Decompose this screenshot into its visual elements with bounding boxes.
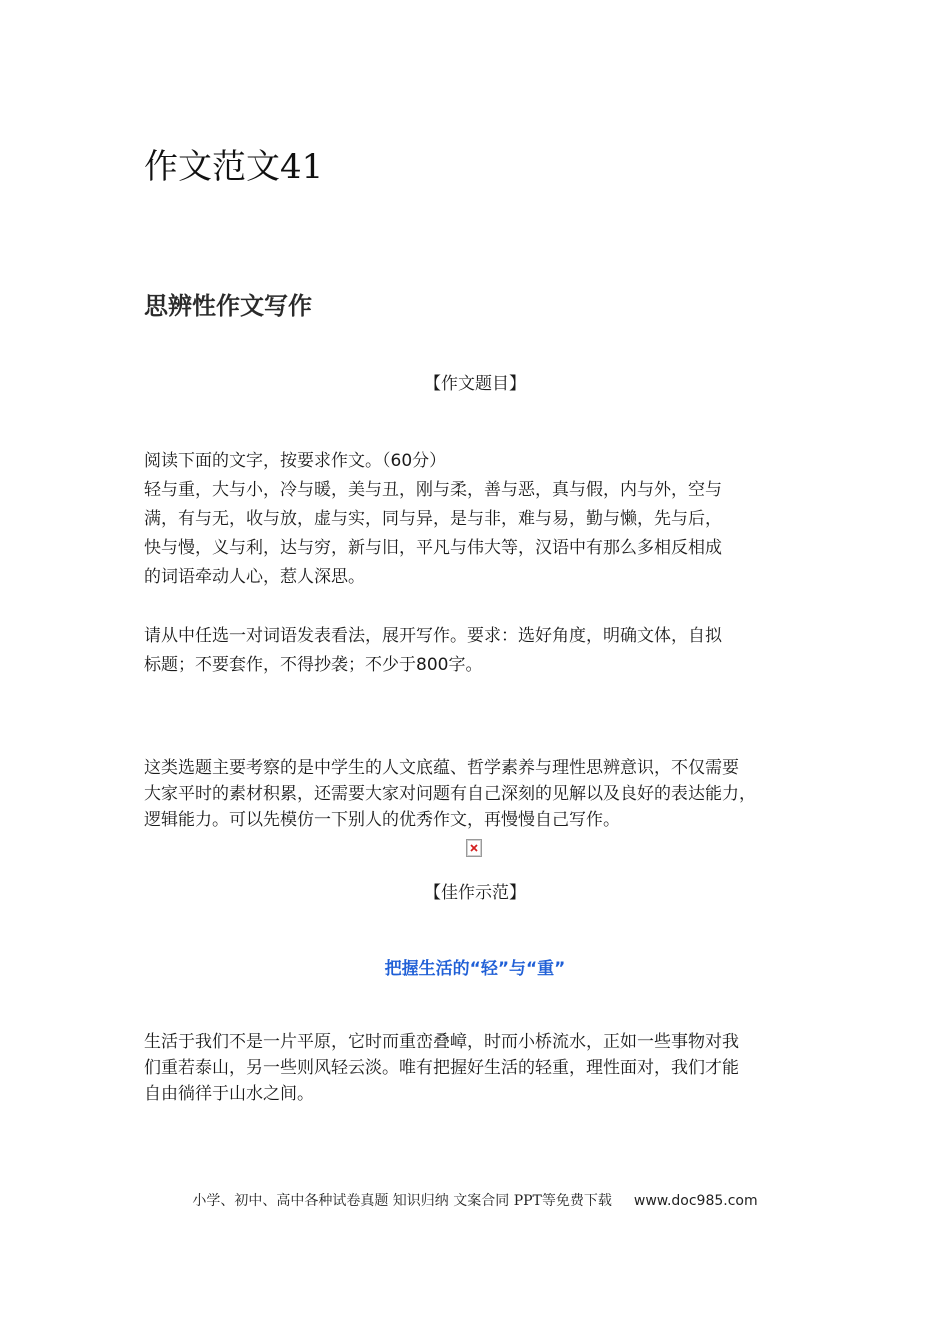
requirement-paragraph <box>144 622 814 680</box>
analysis-line: 这类选题主要考察的是中学生的人文底蕴、哲学素养与理性思辨意识，不仅需要 <box>144 758 739 778</box>
example-heading: 【佳作示范】 <box>424 883 526 903</box>
prompt-line: 轻与重，大与小，冷与暖，美与丑，刚与柔，善与恶，真与假，内与外，空与 <box>144 480 722 500</box>
footer-text: 小学、初中、高中各种试卷真题 知识归纳 文案合同 PPT等免费下载 <box>192 1193 612 1209</box>
broken-image-icon <box>466 839 482 857</box>
prompt-line: 快与慢，义与利，达与穷，新与旧，平凡与伟大等，汉语中有那么多相反相成 <box>144 538 722 558</box>
requirement-line: 请从中任选一对词语发表看法，展开写作。要求：选好角度，明确文体，自拟 <box>144 626 722 646</box>
analysis-line: 大家平时的素材积累，还需要大家对问题有自己深刻的见解以及良好的表达能力， <box>144 784 756 804</box>
essay-line: 们重若泰山，另一些则风轻云淡。唯有把握好生活的轻重，理性面对，我们才能 <box>144 1058 739 1078</box>
prompt-heading: 【作文题目】 <box>424 374 526 394</box>
document-title: 作文范文41 <box>144 147 324 187</box>
requirement-line: 标题；不要套作，不得抄袭；不少于800字。 <box>144 655 483 675</box>
essay-line: 生活于我们不是一片平原，它时而重峦叠嶂，时而小桥流水，正如一些事物对我 <box>144 1032 739 1052</box>
prompt-line: 的词语牵动人心，惹人深思。 <box>144 567 365 587</box>
footer-url[interactable]: www.doc985.com <box>633 1193 758 1209</box>
essay-paragraph <box>144 1029 814 1107</box>
prompt-line: 满，有与无，收与放，虚与实，同与异，是与非，难与易，勤与懒，先与后， <box>144 509 722 529</box>
document-subtitle: 思辨性作文写作 <box>144 292 312 320</box>
page-footer <box>0 1189 950 1213</box>
prompt-line: 阅读下面的文字，按要求作文。（60分） <box>144 451 447 471</box>
prompt-paragraph <box>144 447 814 592</box>
essay-line: 自由徜徉于山水之间。 <box>144 1084 314 1104</box>
essay-title: 把握生活的“轻”与“重” <box>384 959 566 979</box>
analysis-paragraph <box>144 755 814 833</box>
analysis-line: 逻辑能力。可以先模仿一下别人的优秀作文，再慢慢自己写作。 <box>144 810 620 830</box>
